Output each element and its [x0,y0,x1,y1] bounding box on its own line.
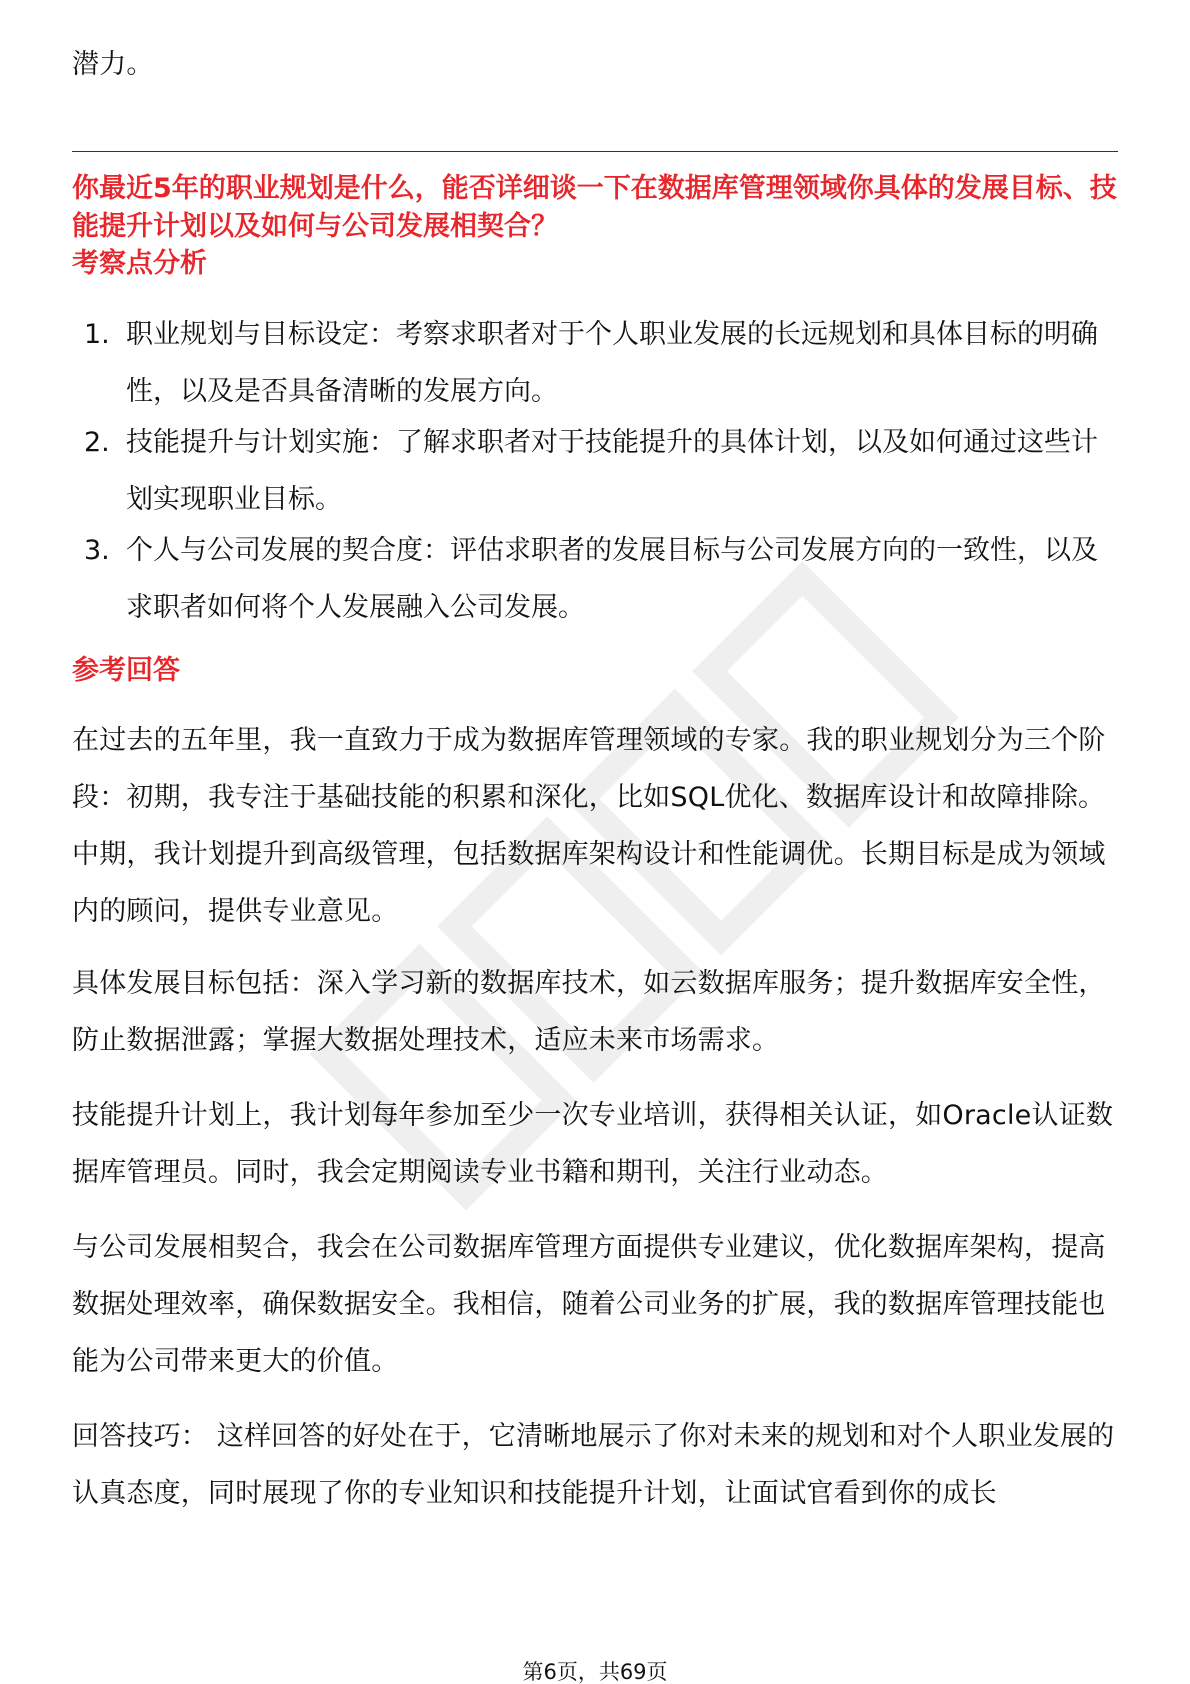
list-number: 2. [84,427,110,458]
list-item-text: 职业规划与目标设定：考察求职者对于个人职业发展的长远规划和具体目标的明确性，以及是否具备清晰的发展方向。 [126,319,1098,407]
page-number: 第6页，共69页 [522,1660,668,1684]
answer-tips: 回答技巧： 这样回答的好处在于，它清晰地展示了你对未来的规划和对个人职业发展的认真态度，同时展现了你的专业知识和技能提升计划，让面试官看到你的成长 [72,1421,1115,1509]
analysis-item-1 [84,306,1118,420]
analysis-heading: 考察点分析 [72,248,207,279]
answer-paragraph-1: 在过去的五年里，我一直致力于成为数据库管理领域的专家。我的职业规划分为三个阶段：初期，我专注于基础技能的积累和深化，比如SQL优化、数据库设计和故障排除。中期，我计划提升到高级管理，包括数据库架构设计和性能调优。长期目标是成为领域内的顾问，提供专业意见。 [72,725,1106,927]
answer-paragraph-2: 具体发展目标包括：深入学习新的数据库技术，如云数据库服务；提升数据库安全性，防止数据泄露；掌握大数据处理技术，适应未来市场需求。 [72,968,1106,1056]
question-title: 你最近5年的职业规划是什么，能否详细谈一下在数据库管理领域你具体的发展目标、技能提升计划以及如何与公司发展相契合？ [72,173,1117,242]
list-number: 3. [84,535,110,566]
list-number: 1. [84,319,110,350]
answer-paragraph-3: 技能提升计划上，我计划每年参加至少一次专业培训，获得相关认证，如Oracle认证数据库管理员。同时，我会定期阅读专业书籍和期刊，关注行业动态。 [72,1100,1114,1188]
analysis-item-2 [84,414,1118,528]
answer-paragraph-4: 与公司发展相契合，我会在公司数据库管理方面提供专业建议，优化数据库架构，提高数据处理效率，确保数据安全。我相信，随着公司业务的扩展，我的数据库管理技能也能为公司带来更大的价值。 [72,1232,1106,1377]
list-item-text: 技能提升与计划实施：了解求职者对于技能提升的具体计划，以及如何通过这些计划实现职业目标。 [126,427,1098,515]
top-fragment: 潜力。 [72,49,154,80]
section-divider [72,151,1118,152]
answer-heading: 参考回答 [72,655,180,686]
analysis-item-3 [84,522,1118,636]
list-item-text: 个人与公司发展的契合度：评估求职者的发展目标与公司发展方向的一致性，以及求职者如何将个人发展融入公司发展。 [126,535,1098,623]
